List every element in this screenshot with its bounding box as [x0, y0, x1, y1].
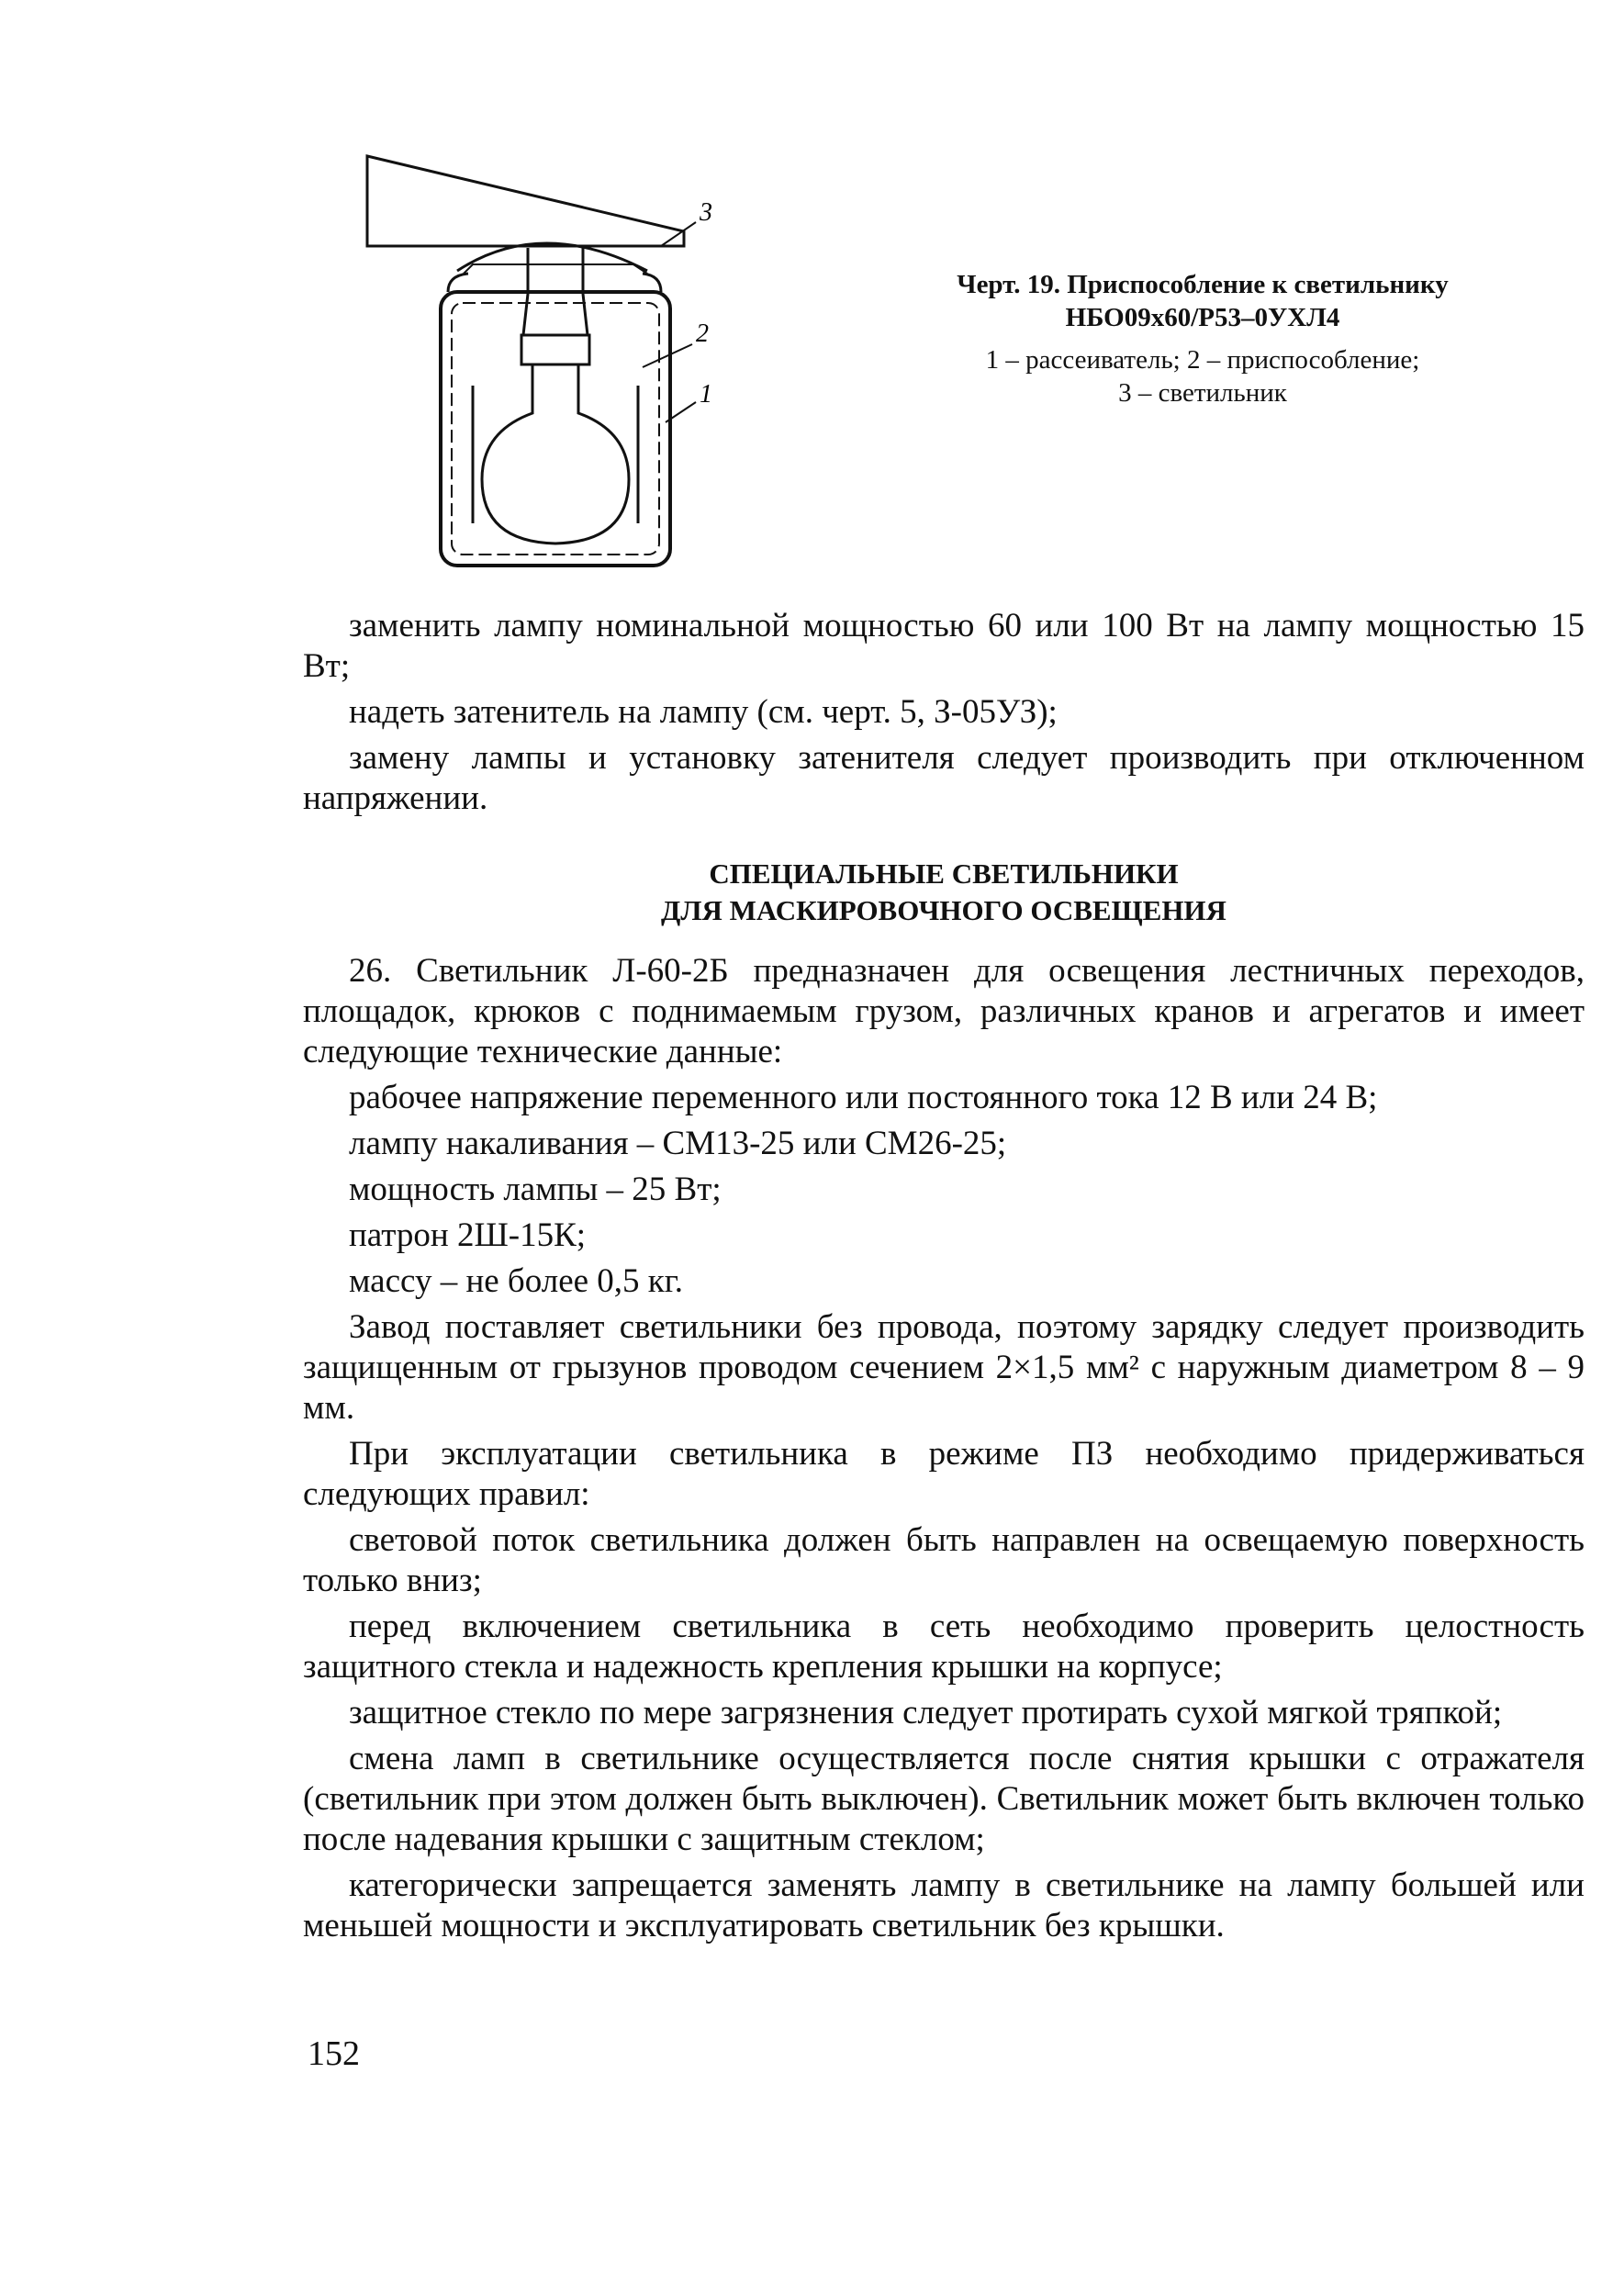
- rule-check-glass: перед включением светильника в сеть необходимо проверить целостность защитного стекла и надежность крепления крышки на корпусе;: [303, 1608, 1585, 1686]
- paragraph-rules-intro: При эксплуатации светильника в режиме ПЗ необходимо придерживаться следующих правил:: [303, 1435, 1585, 1513]
- rule-clean-glass: защитное стекло по мере загрязнения следует протирать сухой мягкой тряпкой;: [349, 1694, 1503, 1731]
- technical-drawing: [349, 138, 762, 578]
- callout-1: 1: [700, 380, 712, 409]
- caption-legend-line-2: 3 – светильник: [1118, 378, 1287, 408]
- paragraph-safety: замену лампы и установку затенителя следует производить при отключенном напряжении.: [303, 739, 1585, 817]
- lamp-base: [521, 335, 589, 364]
- diffuser-inner: [452, 303, 659, 555]
- rule-direction: световой поток светильника должен быть направлен на освещаемую поверхность только вниз;: [303, 1521, 1585, 1599]
- luminaire-body-shape: [367, 156, 684, 246]
- section-heading: [303, 856, 1585, 929]
- spec-voltage: рабочее напряжение переменного или постоянного тока 12 В или 24 В;: [349, 1079, 1378, 1116]
- leader-line-2: [643, 344, 692, 367]
- spec-lamp: лампу накаливания – СМ13-25 или СМ26-25;: [349, 1125, 1007, 1162]
- page-number: 152: [308, 2034, 360, 2073]
- rule-prohibition: категорически запрещается заменять лампу в светильнике на лампу большей или меньшей мощности и эксплуатировать светильник без крышки.: [303, 1866, 1585, 1944]
- section-heading-line-1: СПЕЦИАЛЬНЫЕ СВЕТИЛЬНИКИ: [709, 857, 1179, 890]
- paragraph-26: 26. Светильник Л-60-2Б предназначен для освещения лестничных переходов, площадок, крюков с поднимаемым грузом, различных кранов и агрегатов и имеет следующие технические данные:: [303, 952, 1585, 1070]
- dome-collar: [464, 264, 647, 274]
- caption-title-line-1: Черт. 19. Приспособление к светильнику: [957, 270, 1449, 299]
- caption-title-line-2: НБО09х60/Р53–0УХЛ4: [1065, 303, 1340, 332]
- section-heading-line-2: ДЛЯ МАСКИРОВОЧНОГО ОСВЕЩЕНИЯ: [661, 894, 1226, 926]
- paragraph-replace-lamp: заменить лампу номинальной мощностью 60 или 100 Вт на лампу мощностью 15 Вт;: [303, 607, 1585, 685]
- spec-power: мощность лампы – 25 Вт;: [349, 1171, 722, 1208]
- body-text: [303, 606, 1585, 1946]
- paragraph-wire: Завод поставляет светильники без провода, поэтому зарядку следует производить защищенным от грызунов проводом сечением 2×1,5 мм² с наружным диаметром 8 – 9 мм.: [303, 1308, 1585, 1427]
- spec-mass: массу – не более 0,5 кг.: [349, 1262, 684, 1300]
- caption-legend-line-1: 1 – рассеиватель; 2 – приспособление;: [985, 345, 1420, 375]
- callout-3: 3: [700, 198, 712, 227]
- lamp-bulb: [482, 364, 629, 543]
- paragraph-shade: надеть затенитель на лампу (см. черт. 5, З-05УЗ);: [349, 693, 1058, 731]
- figure-caption: [845, 268, 1561, 409]
- callout-2: 2: [696, 319, 709, 348]
- diffuser-outer: [441, 292, 670, 566]
- luminaire-attachment-drawing: [349, 138, 762, 578]
- rule-lamp-change: смена ламп в светильнике осуществляется после снятия крышки с отражателя (светильник при этом должен быть выключен). Светильник может быть включен только после надевания крышки с защитным стеклом;: [303, 1740, 1585, 1858]
- collar-curves: [448, 274, 661, 292]
- spec-socket: патрон 2Ш-15К;: [349, 1216, 587, 1254]
- attachment-walls: [473, 386, 638, 523]
